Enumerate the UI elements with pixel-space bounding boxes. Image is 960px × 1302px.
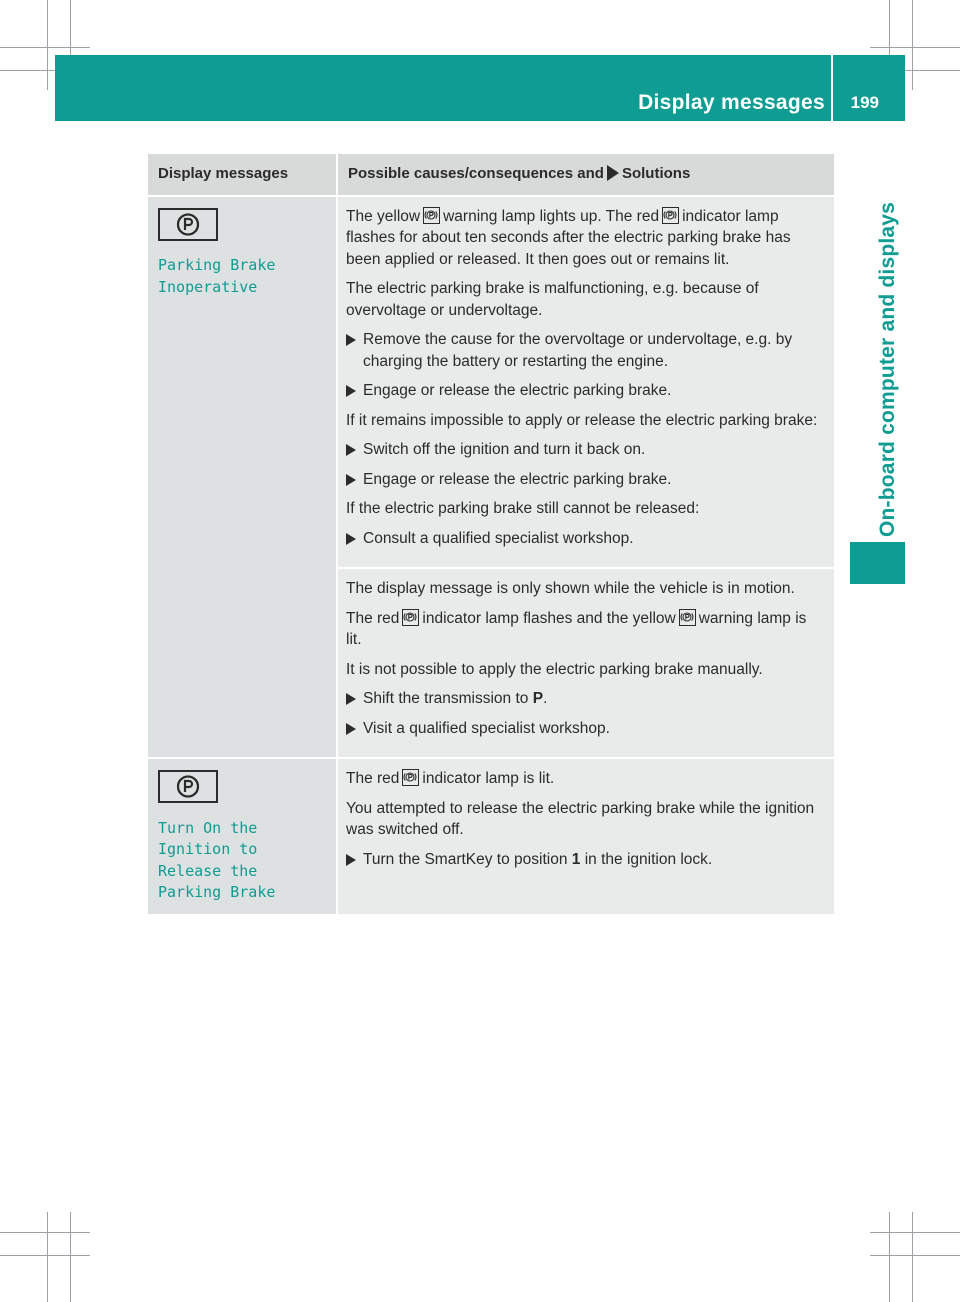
column-header-label: Possible causes/consequences and [348,165,604,182]
crop-mark [889,1212,890,1302]
step-item [346,528,826,550]
arrow-right-icon [346,474,356,486]
paragraph [346,768,826,790]
parking-brake-icon [662,207,679,224]
step-item [346,380,826,402]
parking-brake-icon [402,769,419,786]
arrow-right-icon [346,854,356,866]
message-cell [148,196,337,759]
step-item [346,439,826,461]
step-text: Engage or release the electric parking brake. [363,470,672,488]
paragraph [346,608,826,651]
arrow-right-icon [346,693,356,705]
paragraph [346,206,826,271]
step-text: Visit a qualified specialist workshop. [363,719,610,737]
paragraph: The electric parking brake is malfunctioning, e.g. because of overvoltage or undervoltage. [346,280,759,319]
step-item [346,688,826,710]
header-divider [831,55,833,121]
text: The red [346,609,400,627]
message-cell [148,758,337,915]
step-item [346,329,826,372]
crop-mark [870,47,960,48]
parking-brake-icon [158,208,218,241]
page-number: 199 [850,93,879,112]
step-text: Consult a qualified specialist workshop. [363,529,634,547]
step-text: Switch off the ignition and turn it back on. [363,441,646,458]
column-header-label: Solutions [621,165,691,182]
text: indicator lamp is lit. [422,770,555,787]
step-emphasis: 1 [571,850,581,868]
step-item [346,469,826,491]
step-text: . [543,690,548,707]
crop-mark [0,1255,90,1256]
parking-brake-icon [158,770,218,803]
crop-mark [0,1232,90,1233]
step-item [346,718,826,740]
step-text: in the ignition lock. [584,850,713,868]
arrow-right-icon [346,444,356,456]
text: warning lamp lights up. The red [443,207,660,225]
table-header-row [148,154,834,196]
step-text: Shift the transmission to [363,690,529,707]
display-messages-table [148,154,834,916]
table-row [148,196,834,569]
paragraph: If the electric parking brake still cannot be released: [346,500,700,517]
crop-mark [47,1212,48,1302]
paragraph: If it remains impossible to apply or release the electric parking brake: [346,411,818,429]
crop-mark [912,0,913,90]
crop-mark [870,1255,960,1256]
arrow-right-icon [346,533,356,545]
arrow-right-icon [346,334,356,346]
causes-cell [337,196,834,569]
section-tab-marker [850,542,905,584]
arrow-right-icon [607,165,619,181]
crop-mark [70,1212,71,1302]
causes-cell [337,758,834,915]
step-emphasis: P [532,690,544,707]
arrow-right-icon [346,723,356,735]
text: indicator lamp flashes for about ten seconds after the electric parking brake has been applied or released. It then goes out or remains lit. [346,207,791,268]
display-message-text: Turn On the Ignition to Release the Parking Brake [158,818,276,901]
crop-mark [912,1212,913,1302]
paragraph: The display message is only shown while the vehicle is in motion. [346,580,795,597]
page-title: Display messages [638,91,825,114]
crop-mark [47,0,48,90]
page-header [55,55,905,121]
step-text: Engage or release the electric parking brake. [363,382,672,399]
text: indicator lamp flashes and the yellow [422,609,676,627]
parking-brake-icon [402,609,419,626]
section-side-label [848,167,899,537]
text: The yellow [346,207,421,225]
table-row [148,758,834,915]
parking-brake-icon [423,207,440,224]
column-header-causes [337,154,834,196]
paragraph: You attempted to release the electric parking brake while the ignition was switched off. [346,799,815,838]
parking-brake-icon [679,609,696,626]
step-item [346,849,826,871]
text: The red [346,770,400,787]
crop-mark [870,1232,960,1233]
step-text: Turn the SmartKey to position [363,850,568,868]
display-message-text: Parking Brake Inoperative [158,256,276,296]
step-text: Remove the cause for the overvoltage or undervoltage, e.g. by charging the battery or restarting the engine. [363,331,793,370]
section-side-label-text: On-board computer and displays [876,201,899,537]
paragraph: It is not possible to apply the electric parking brake manually. [346,660,763,678]
arrow-right-icon [346,385,356,397]
column-header-display-messages [148,154,337,196]
column-header-label: Display messages [158,165,289,182]
crop-mark [0,47,90,48]
causes-cell [337,568,834,758]
text: warning lamp is lit. [346,609,807,648]
